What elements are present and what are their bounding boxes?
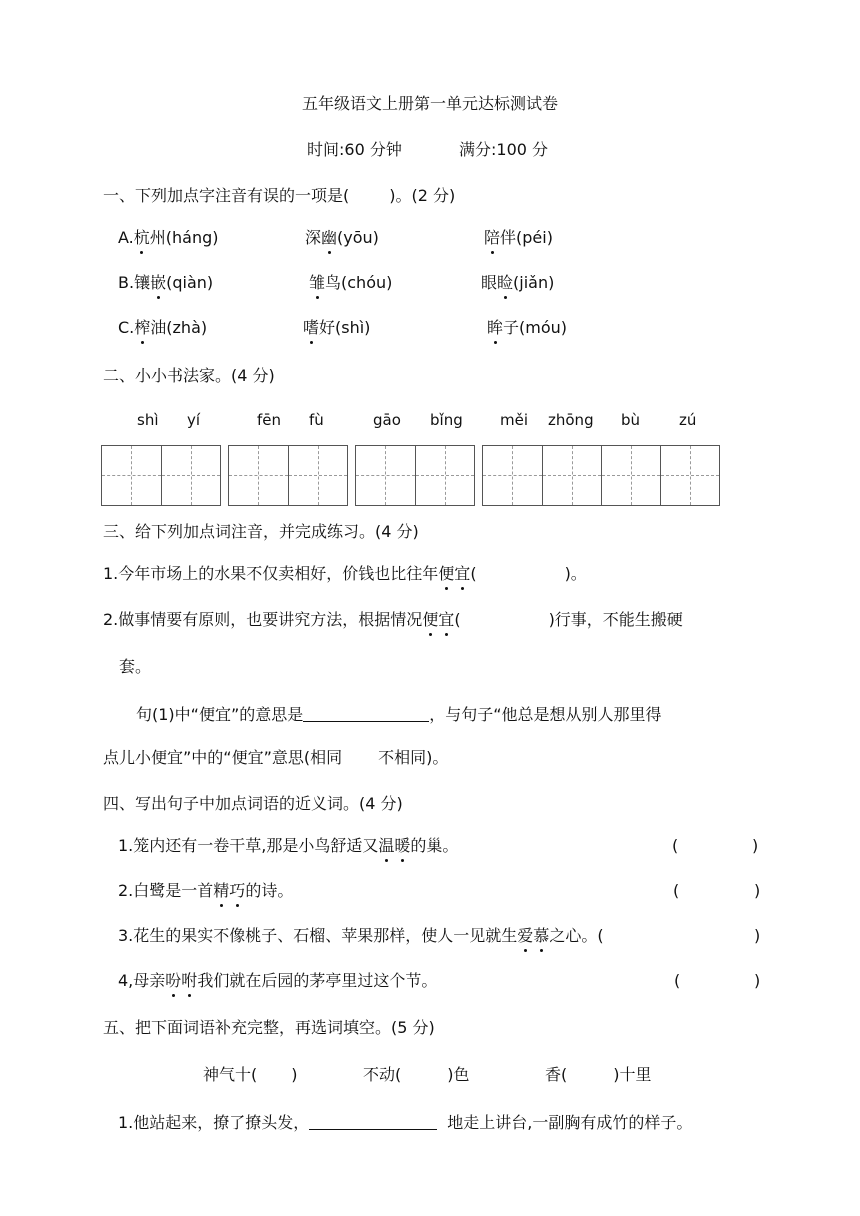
q3-sentence-1: 1.今年市场上的水果不仅卖相好，价钱也比往年便宜( )。 xyxy=(103,564,587,583)
dotted-char: 榨 xyxy=(134,318,151,337)
q3-paragraph-line-1: 句(1)中“便宜”的意思是 ，与句子“他总是想从别人那里得 xyxy=(136,705,662,724)
q3-paragraph-line-2: 点儿小便宜”中的“便宜”意思(相同 不相同)。 xyxy=(103,748,449,767)
pinyin-label: gāo xyxy=(373,411,401,429)
q1-option-a2: 深幽(yōu) xyxy=(305,228,379,247)
dotted-char: 慕 xyxy=(533,926,550,945)
page-title: 五年级语文上册第一单元达标测试卷 xyxy=(301,94,558,113)
pinyin-label: zú xyxy=(679,411,697,429)
dotted-char: 咐 xyxy=(181,971,198,990)
q4-answer-close-1: ) xyxy=(752,836,759,855)
q5-sentence-1: 1.他站起来，撩了撩头发， 地走上讲台,一副胸有成竹的样子。 xyxy=(118,1113,693,1132)
dotted-char: 吩 xyxy=(165,971,182,990)
dotted-char: 幽 xyxy=(321,228,338,247)
q2-heading: 二、小小书法家。(4 分) xyxy=(103,366,275,385)
dotted-char: 嵌 xyxy=(150,273,167,292)
tianzige-cell[interactable] xyxy=(483,446,542,505)
pinyin-label: zhōng xyxy=(548,411,594,429)
q3-meaning-blank[interactable] xyxy=(303,703,429,722)
tianzige-cell[interactable] xyxy=(229,446,288,505)
tianzige-cell[interactable] xyxy=(601,446,660,505)
tianzige-cell[interactable] xyxy=(288,446,347,505)
exam-full-score: 满分:100 分 xyxy=(459,140,549,159)
q1-heading-points: )。(2 分) xyxy=(389,186,456,205)
q1-option-b3: 眼睑(jiǎn) xyxy=(481,273,555,292)
dotted-char: 睑 xyxy=(497,273,514,292)
dotted-char: 温 xyxy=(378,836,395,855)
dotted-char: 便 xyxy=(438,564,455,583)
pinyin-label: fù xyxy=(309,411,324,429)
dotted-char: 眸 xyxy=(487,318,504,337)
dotted-char: 雏 xyxy=(309,273,326,292)
dotted-char: 嗜 xyxy=(303,318,320,337)
exam-time: 时间:60 分钟 xyxy=(307,140,402,159)
dotted-char: 便 xyxy=(422,610,439,629)
dotted-char: 爱 xyxy=(517,926,534,945)
q4-answer-close-3: ) xyxy=(754,926,761,945)
q1-heading-text: 一、下列加点字注音有误的一项是( xyxy=(103,186,350,205)
pinyin-label: yí xyxy=(187,411,201,429)
q4-item-3: 3.花生的果实不像桃子、石榴、苹果那样，使人一见就生爱慕之心。( xyxy=(118,926,604,945)
tianzige-cell[interactable] xyxy=(542,446,601,505)
pinyin-label: shì xyxy=(137,411,159,429)
q3-heading: 三、给下列加点词注音，并完成练习。(4 分) xyxy=(103,522,419,541)
q1-option-a3: 陪伴(péi) xyxy=(484,228,553,247)
q5-word-2: 不动( )色 xyxy=(363,1065,470,1084)
q5-heading: 五、把下面词语补充完整，再选词填空。(5 分) xyxy=(103,1018,435,1037)
q5-fill-blank-1[interactable] xyxy=(309,1111,437,1130)
dotted-char: 宜 xyxy=(438,610,455,629)
q4-answer-open-1: ( xyxy=(672,836,679,855)
q4-item-2: 2.白鹭是一首精巧的诗。 xyxy=(118,881,294,900)
q4-heading: 四、写出句子中加点词语的近义词。(4 分) xyxy=(103,794,403,813)
dotted-char: 精 xyxy=(213,881,230,900)
dotted-char: 杭 xyxy=(133,228,150,247)
q1-option-b2: 雏鸟(chóu) xyxy=(309,273,393,292)
dotted-char: 宜 xyxy=(454,564,471,583)
q4-answer-close-4: ) xyxy=(754,971,761,990)
dotted-char: 暖 xyxy=(394,836,411,855)
tianzige-cell[interactable] xyxy=(415,446,474,505)
q1-option-a1: A.杭州(háng) xyxy=(118,228,219,247)
q4-answer-close-2: ) xyxy=(754,881,761,900)
q4-item-4: 4,母亲吩咐我们就在后园的茅亭里过这个节。 xyxy=(118,971,438,990)
writing-grid-1[interactable] xyxy=(101,445,221,506)
tianzige-cell[interactable] xyxy=(660,446,719,505)
q1-heading xyxy=(103,185,455,207)
dotted-char: 巧 xyxy=(229,881,246,900)
tianzige-cell[interactable] xyxy=(356,446,415,505)
pinyin-label: bù xyxy=(621,411,641,429)
writing-grid-3[interactable] xyxy=(355,445,475,506)
q1-option-c2: 嗜好(shì) xyxy=(303,318,371,337)
tianzige-cell[interactable] xyxy=(102,446,161,505)
pinyin-label: bǐng xyxy=(430,411,463,429)
dotted-char: 陪 xyxy=(484,228,501,247)
q4-answer-open-3: ( xyxy=(597,926,604,945)
q3-sentence-2: 2.做事情要有原则，也要讲究方法，根据情况便宜( )行事，不能生搬硬 xyxy=(103,610,683,629)
writing-grid-4[interactable] xyxy=(482,445,720,506)
q1-option-c3: 眸子(móu) xyxy=(487,318,568,337)
q1-option-c1: C.榨油(zhà) xyxy=(118,318,208,337)
tianzige-cell[interactable] xyxy=(161,446,220,505)
q1-option-b1: B.镶嵌(qiàn) xyxy=(118,273,214,292)
q4-answer-open-2: ( xyxy=(673,881,680,900)
pinyin-label: fēn xyxy=(257,411,282,429)
q5-word-3: 香( )十里 xyxy=(545,1065,652,1084)
q4-answer-open-4: ( xyxy=(674,971,681,990)
q3-sentence-2-cont: 套。 xyxy=(119,657,152,676)
writing-grid-2[interactable] xyxy=(228,445,348,506)
q4-item-1: 1.笼内还有一卷干草,那是小鸟舒适又温暖的巢。 xyxy=(118,836,459,855)
pinyin-label: měi xyxy=(500,411,529,429)
q5-word-1: 神气十( ) xyxy=(203,1065,298,1084)
